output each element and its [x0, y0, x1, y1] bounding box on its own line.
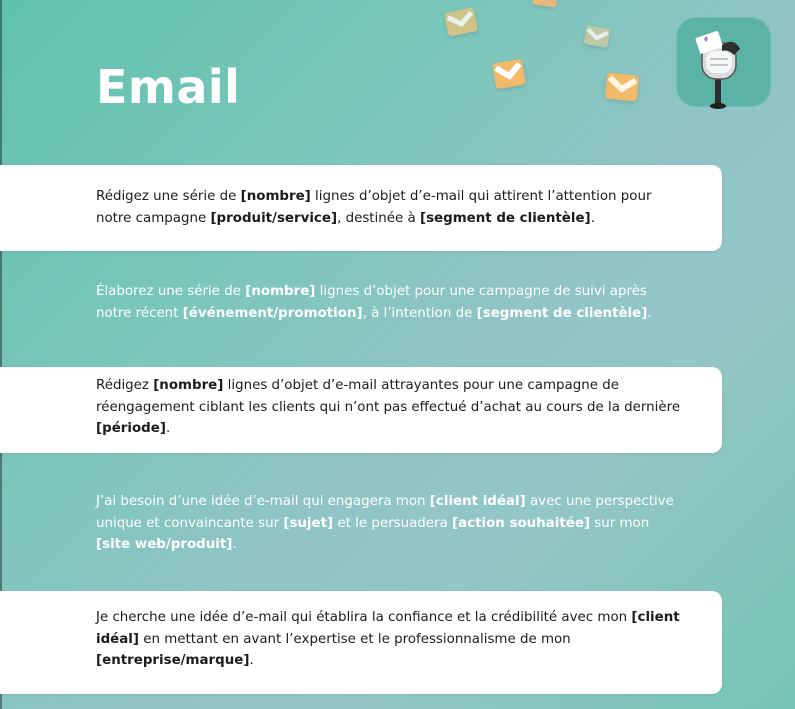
placeholder-token: [client idéal]: [96, 610, 680, 647]
prompt-segment: Je cherche une idée d’e-mail qui établira la confiance et la crédibilité avec mon: [96, 610, 632, 625]
prompt-segment: Élaborez une série de: [96, 284, 246, 299]
placeholder-token: [période]: [96, 421, 166, 436]
placeholder-token: [sujet]: [283, 515, 334, 531]
placeholder-token: [entreprise/marque]: [96, 653, 250, 668]
envelope-icon: [584, 25, 611, 48]
placeholder-token: [site web/produit]: [96, 537, 233, 552]
envelope-icon: [492, 59, 526, 90]
prompt-segment: Rédigez: [96, 378, 154, 393]
placeholder-token: [segment de clientèle]: [419, 210, 591, 226]
prompt-segment: .: [232, 537, 237, 552]
prompt-segment: lignes d’objet d’e-mail qui attirent l’attention pour notre campagne: [96, 189, 652, 226]
prompt-text-4: [96, 491, 686, 556]
prompt-segment: .: [647, 305, 652, 321]
prompt-segment: .: [590, 210, 595, 226]
placeholder-token: [nombre]: [245, 284, 316, 299]
prompt-segment: , destinée à: [337, 210, 420, 226]
prompt-segment: sur mon: [590, 515, 650, 531]
prompt-segment: Rédigez une série de: [96, 189, 241, 204]
prompt-text-1: [96, 186, 686, 229]
prompt-segment: en mettant en avant l’expertise et le professionnalisme de mon: [139, 631, 571, 647]
envelope-icon: [605, 72, 640, 101]
placeholder-token: [événement/promotion]: [182, 305, 363, 321]
placeholder-token: [action souhaitée]: [452, 515, 591, 531]
page-title: Email: [96, 60, 241, 114]
prompt-segment: .: [165, 421, 171, 436]
prompt-segment: avec une perspective unique et convaincante sur: [96, 494, 674, 531]
envelope-icon: [532, 0, 558, 8]
placeholder-token: [produit/service]: [210, 210, 338, 226]
envelope-icon: [444, 7, 478, 37]
placeholder-token: [segment de clientèle]: [476, 305, 648, 321]
prompt-text-5: [96, 607, 686, 672]
placeholder-token: [nombre]: [153, 378, 224, 393]
prompt-segment: , à l’intention de: [362, 305, 477, 321]
mailbox-icon: [676, 17, 771, 107]
prompt-segment: lignes d’objet pour une campagne de suivi après notre récent: [96, 284, 647, 321]
prompt-segment: .: [249, 653, 254, 668]
prompt-text-3: [96, 375, 686, 440]
placeholder-token: [client idéal]: [429, 494, 526, 509]
prompt-segment: J’ai besoin d’une idée d’e-mail qui engagera mon: [96, 494, 430, 509]
prompt-text-2: [96, 281, 686, 324]
prompt-segment: lignes d’objet d’e-mail attrayantes pour une campagne de réengagement ciblant les clients qui n’ont pas effectué d’achat au cours de la dernière: [96, 378, 681, 415]
prompt-segment: et le persuadera: [333, 515, 452, 531]
placeholder-token: [nombre]: [240, 189, 311, 204]
